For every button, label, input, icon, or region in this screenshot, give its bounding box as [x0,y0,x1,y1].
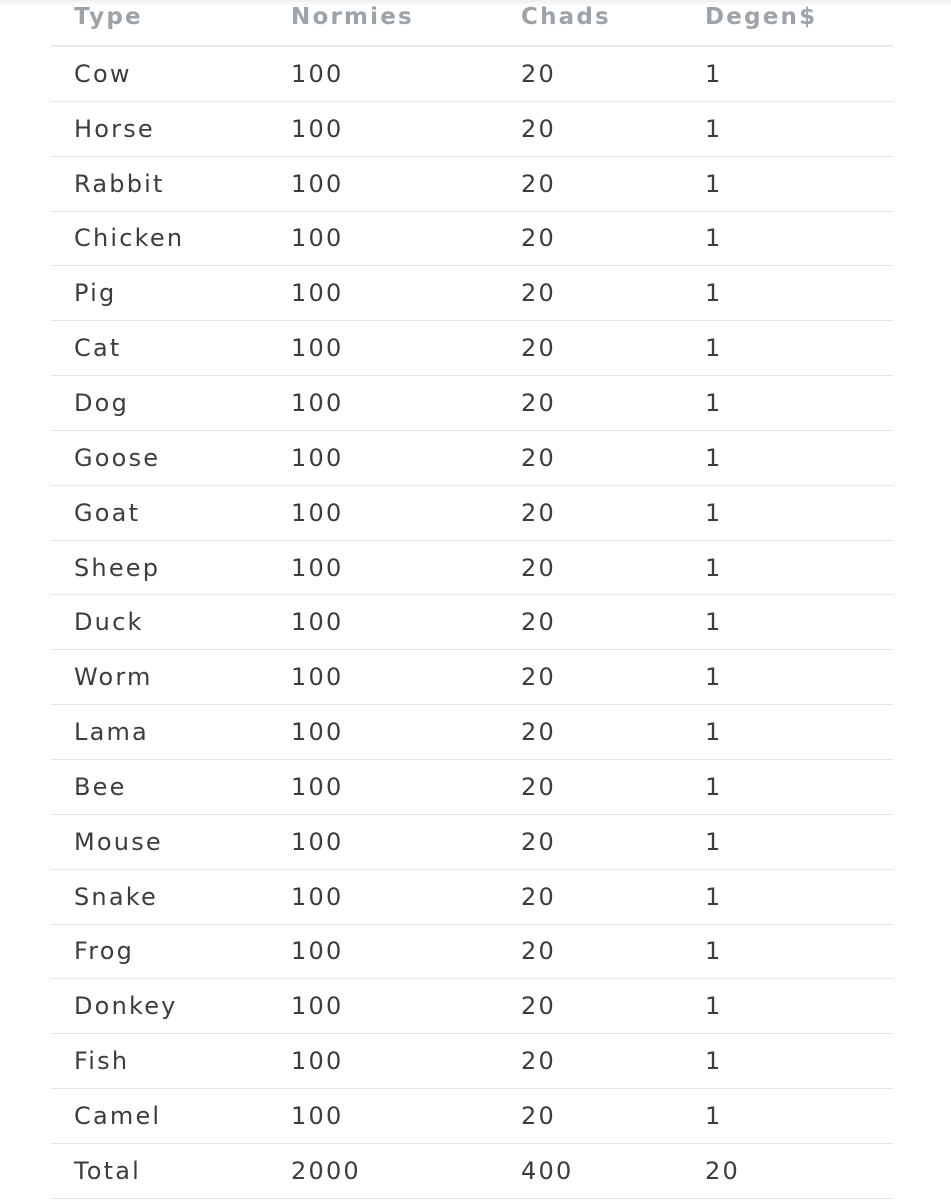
table-body [51,47,893,1199]
cell-chads: 20 [521,992,556,1021]
cell-type: Total [74,1156,142,1185]
cell-degens: 1 [705,1101,723,1130]
cell-chads: 20 [521,772,556,801]
cell-chads: 20 [521,59,556,88]
cell-chads: 20 [521,1101,556,1130]
cell-normies: 100 [291,224,344,253]
cell-normies: 100 [291,1047,344,1076]
table-row [51,705,893,760]
cell-type: Chicken [74,224,185,253]
table-total-row [51,1144,893,1199]
table-row [51,431,893,486]
table-row [51,376,893,431]
cell-degens: 20 [705,1156,740,1185]
cell-chads: 20 [521,718,556,747]
cell-type: Frog [74,937,135,966]
cell-degens: 1 [705,553,723,582]
header-degens: Degen$ [705,4,818,30]
cell-type: Duck [74,608,144,637]
cell-chads: 20 [521,224,556,253]
cell-normies: 2000 [291,1156,361,1185]
cell-normies: 100 [291,608,344,637]
cell-type: Cat [74,334,122,363]
table-row [51,157,893,212]
cell-normies: 100 [291,1101,344,1130]
table-row [51,486,893,541]
table-row [51,979,893,1034]
cell-chads: 20 [521,279,556,308]
cell-degens: 1 [705,992,723,1021]
table-row [51,815,893,870]
table-row [51,925,893,980]
cell-type: Donkey [74,992,178,1021]
table-row [51,541,893,596]
cell-chads: 20 [521,663,556,692]
cell-degens: 1 [705,827,723,856]
cell-degens: 1 [705,1047,723,1076]
table-row [51,266,893,321]
table-row [51,47,893,102]
cell-normies: 100 [291,772,344,801]
cell-normies: 100 [291,718,344,747]
cell-normies: 100 [291,498,344,527]
cell-normies: 100 [291,937,344,966]
cell-normies: 100 [291,279,344,308]
cell-type: Lama [74,718,149,747]
cell-chads: 20 [521,114,556,143]
cell-chads: 20 [521,827,556,856]
table-row [51,102,893,157]
cell-normies: 100 [291,114,344,143]
cell-degens: 1 [705,772,723,801]
cell-chads: 20 [521,169,556,198]
cell-chads: 20 [521,553,556,582]
cell-normies: 100 [291,388,344,417]
table-row [51,321,893,376]
header-type: Type [74,4,143,30]
cell-degens: 1 [705,663,723,692]
cell-degens: 1 [705,608,723,637]
table-row [51,1089,893,1144]
cell-degens: 1 [705,114,723,143]
cell-degens: 1 [705,937,723,966]
table-row [51,212,893,267]
cell-degens: 1 [705,882,723,911]
cell-chads: 20 [521,608,556,637]
cell-type: Worm [74,663,153,692]
cell-degens: 1 [705,279,723,308]
rarity-table [51,0,893,1199]
cell-normies: 100 [291,663,344,692]
cell-normies: 100 [291,992,344,1021]
header-normies: Normies [291,4,414,30]
cell-type: Rabbit [74,169,165,198]
cell-type: Pig [74,279,117,308]
header-chads: Chads [521,4,611,30]
cell-type: Snake [74,882,158,911]
cell-type: Goose [74,443,161,472]
cell-chads: 20 [521,1047,556,1076]
cell-degens: 1 [705,718,723,747]
table-header-row [51,0,893,47]
table-row [51,760,893,815]
cell-type: Horse [74,114,155,143]
cell-type: Goat [74,498,141,527]
cell-chads: 20 [521,443,556,472]
cell-normies: 100 [291,827,344,856]
cell-type: Camel [74,1101,162,1130]
cell-chads: 20 [521,388,556,417]
cell-chads: 20 [521,937,556,966]
cell-normies: 100 [291,169,344,198]
cell-type: Bee [74,772,127,801]
table-row [51,650,893,705]
table-row [51,1034,893,1089]
cell-chads: 20 [521,334,556,363]
cell-degens: 1 [705,59,723,88]
cell-chads: 20 [521,498,556,527]
cell-degens: 1 [705,169,723,198]
cell-normies: 100 [291,59,344,88]
table-row [51,595,893,650]
cell-degens: 1 [705,334,723,363]
cell-normies: 100 [291,553,344,582]
table-row [51,870,893,925]
cell-type: Sheep [74,553,161,582]
cell-type: Fish [74,1047,130,1076]
cell-type: Dog [74,388,129,417]
cell-normies: 100 [291,334,344,363]
cell-normies: 100 [291,443,344,472]
cell-chads: 20 [521,882,556,911]
cell-type: Cow [74,59,132,88]
cell-degens: 1 [705,443,723,472]
cell-normies: 100 [291,882,344,911]
cell-degens: 1 [705,388,723,417]
cell-degens: 1 [705,224,723,253]
cell-degens: 1 [705,498,723,527]
cell-type: Mouse [74,827,163,856]
cell-chads: 400 [521,1156,574,1185]
